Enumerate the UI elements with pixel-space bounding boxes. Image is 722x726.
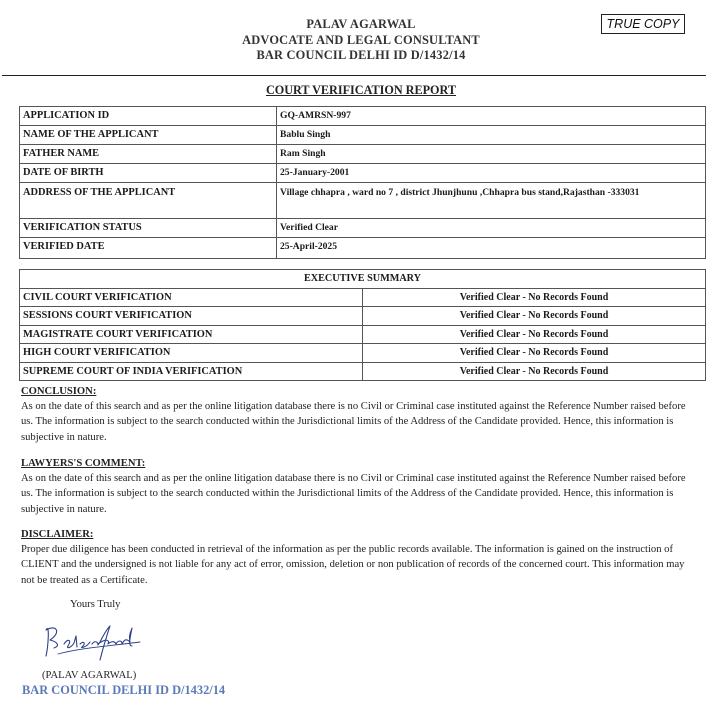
executive-summary-title: EXECUTIVE SUMMARY [20,270,706,289]
header-divider [2,75,706,76]
true-copy-stamp: TRUE COPY [601,14,685,34]
verification-status-label: VERIFICATION STATUS [20,219,277,238]
lawyers-comment-heading: LAWYERS'S COMMENT: [21,458,146,469]
table-row [20,107,706,126]
disclaimer-section [21,527,699,588]
verification-status-value: Verified Clear [277,219,706,238]
report-title: COURT VERIFICATION REPORT [265,83,457,97]
table-row [20,362,706,381]
conclusion-section [21,384,699,445]
disclaimer-heading: DISCLAIMER: [21,529,94,540]
application-id-label: APPLICATION ID [20,107,277,126]
table-row [20,238,706,259]
signatory-name: (PALAV AGARWAL) [42,670,137,681]
sessions-court-label: SESSIONS COURT VERIFICATION [20,307,363,326]
table-row [20,307,706,326]
table-row [20,288,706,307]
applicant-name-label: NAME OF THE APPLICANT [20,126,277,145]
father-name-value: Ram Singh [277,145,706,164]
address-label: ADDRESS OF THE APPLICANT [20,183,277,219]
high-court-label: HIGH COURT VERIFICATION [20,344,363,363]
executive-summary-table [19,269,706,381]
conclusion-text: As on the date of this search and as per the online litigation database there is no Civil or Criminal case instituted against the Reference Number raised before us. The information is subject to the search conducted within the Jurisdictional limits of the Address of the Candidate provided. Hence, this information is subjective in nature. [21,401,686,443]
closing-salutation: Yours Truly [70,599,121,610]
supreme-court-result: Verified Clear - No Records Found [363,362,706,381]
table-row [20,164,706,183]
applicant-details-table [19,106,706,259]
lawyers-comment-section [21,456,699,517]
high-court-result: Verified Clear - No Records Found [363,344,706,363]
application-id-value: GQ-AMRSN-997 [277,107,706,126]
table-row [20,126,706,145]
handwritten-signature [40,618,152,664]
verified-date-label: VERIFIED DATE [20,238,277,259]
table-row [20,344,706,363]
table-row [20,270,706,289]
applicant-name-value: Bablu Singh [277,126,706,145]
verified-date-value: 25-April-2025 [277,238,706,259]
magistrate-court-label: MAGISTRATE COURT VERIFICATION [20,325,363,344]
supreme-court-label: SUPREME COURT OF INDIA VERIFICATION [20,362,363,381]
table-row [20,145,706,164]
advocate-title: ADVOCATE AND LEGAL CONSULTANT [242,32,480,47]
dob-value: 25-January-2001 [277,164,706,183]
lawyers-comment-text: As on the date of this search and as per the online litigation database there is no Civil or Criminal case instituted against the Reference Number raised before us. The information is subject to the search conducted within the Jurisdictional limits of the Address of the Candidate provided. Hence, this information is subjective in nature. [21,473,686,515]
table-row [20,325,706,344]
magistrate-court-result: Verified Clear - No Records Found [363,325,706,344]
table-row [20,219,706,238]
father-name-label: FATHER NAME [20,145,277,164]
conclusion-heading: CONCLUSION: [21,386,97,397]
table-row [20,183,706,219]
footer-bar-council-id: BAR COUNCIL DELHI ID D/1432/14 [22,683,226,697]
civil-court-result: Verified Clear - No Records Found [363,288,706,307]
bar-council-id: BAR COUNCIL DELHI ID D/1432/14 [256,48,466,62]
civil-court-label: CIVIL COURT VERIFICATION [20,288,363,307]
address-value: Village chhapra , ward no 7 , district Jhunjhunu ,Chhapra bus stand,Rajasthan -333031 [277,183,706,219]
dob-label: DATE OF BIRTH [20,164,277,183]
disclaimer-text: Proper due diligence has been conducted in retrieval of the information as per the public records available. The information is gained on the instruction of CLIENT and the undersigned is not liable for any act of error, omission, deletion or non publication of records of the concerned court. This information may not be treated as a Certificate. [21,544,685,586]
advocate-name: PALAV AGARWAL [306,17,416,31]
sessions-court-result: Verified Clear - No Records Found [363,307,706,326]
